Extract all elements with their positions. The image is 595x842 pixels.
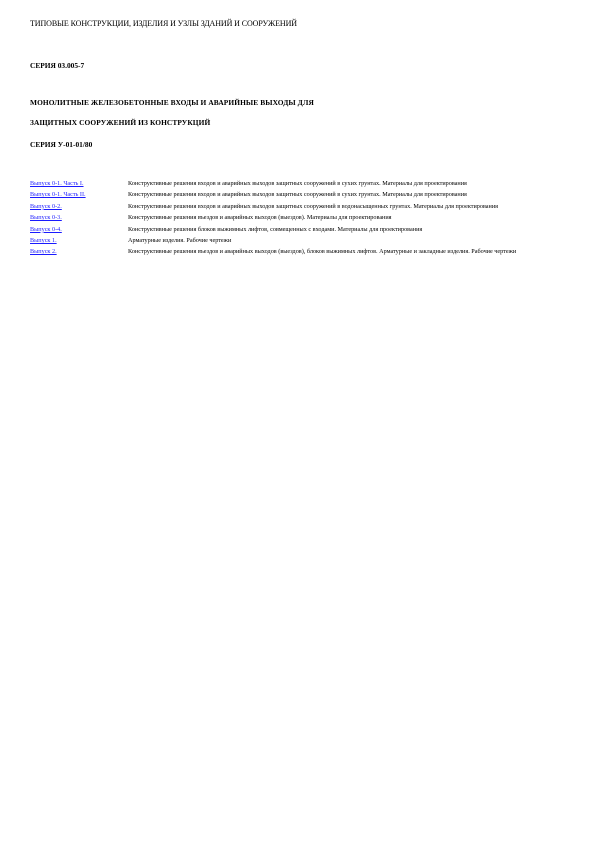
issue-description: Конструктивные решения входов и аварийных выходов защитных сооружений в водонасыщенных грунтах. Материалы для проектирования <box>128 202 499 210</box>
document-title-line-2: ЗАЩИТНЫХ СООРУЖЕНИЙ ИЗ КОНСТРУКЦИЙ <box>30 118 211 127</box>
list-item <box>30 226 560 234</box>
category-heading: ТИПОВЫЕ КОНСТРУКЦИИ, ИЗДЕЛИЯ И УЗЛЫ ЗДАНИЙ И СООРУЖЕНИЙ <box>30 19 297 28</box>
issue-description: Конструктивные решения блоков выжимных лифтов, совмещенных с входами. Материалы для проектирования <box>128 225 423 233</box>
issue-description: Конструктивные решения входов и аварийных выходов защитных сооружений в сухих грунтах. Материалы для проектирования <box>128 180 467 187</box>
issue-link[interactable]: Выпуск 0-1. Часть I. <box>30 180 84 187</box>
series-number: СЕРИЯ 03.005-7 <box>30 61 85 70</box>
issue-link[interactable]: Выпуск 0-4. <box>30 225 62 233</box>
list-item <box>30 180 560 188</box>
list-item <box>30 248 560 256</box>
issue-description: Конструктивные решения въездов и аварийных выходов (выездов). Материалы для проектирования <box>128 214 392 222</box>
list-item <box>30 203 560 211</box>
list-item <box>30 237 560 245</box>
issue-link[interactable]: Выпуск 1. <box>30 237 57 245</box>
issue-description: Арматурные изделия. Рабочие чертежи <box>128 237 232 245</box>
document-title-line-1: МОНОЛИТНЫЕ ЖЕЛЕЗОБЕТОННЫЕ ВХОДЫ И АВАРИЙНЫЕ ВЫХОДЫ ДЛЯ <box>30 98 314 107</box>
issue-link[interactable]: Выпуск 0-2. <box>30 202 62 210</box>
issue-description: Конструктивные решения входов и аварийных выходов защитных сооружений в сухих грунтах. Материалы для проектирования <box>128 191 467 199</box>
subseries-number: СЕРИЯ У-01-01/80 <box>30 140 93 149</box>
issue-link[interactable]: Выпуск 2. <box>30 248 57 256</box>
list-item <box>30 191 560 199</box>
issue-link[interactable]: Выпуск 0-3. <box>30 214 62 222</box>
issue-link[interactable]: Выпуск 0-1. Часть II. <box>30 191 86 199</box>
issue-description: Конструктивные решения въездов и аварийных выходов (выездов), блоков выжимных лифтов. Арматурные и закладные изделия. Рабочие чертежи <box>128 248 517 256</box>
list-item <box>30 214 560 222</box>
issues-list <box>30 180 560 260</box>
